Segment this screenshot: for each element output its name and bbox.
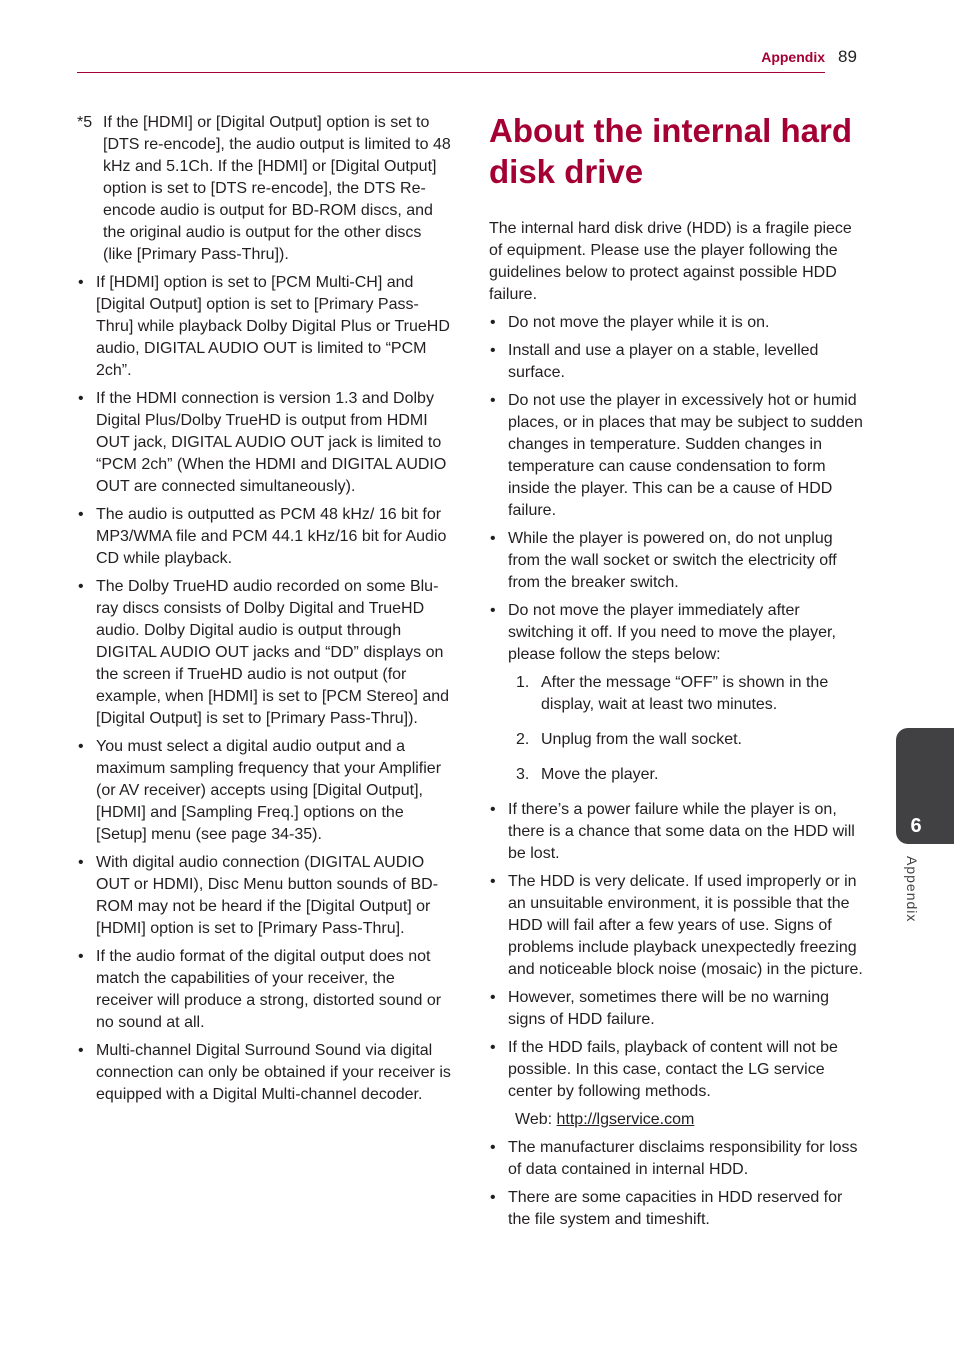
list-item: • If there’s a power failure while the player is on, there is a chance that some data on the HDD will be lost. — [489, 799, 867, 865]
step-number: 1. — [516, 674, 530, 691]
web-label: Web: — [515, 1111, 553, 1128]
header-divider — [77, 72, 825, 73]
right-column — [489, 218, 867, 1237]
step-item — [509, 764, 867, 786]
chapter-tab — [896, 728, 954, 844]
list-item: • Do not use the player in excessively hot or humid places, or in places that may be subject to sudden changes in temperature. Sudden changes in temperature can cause condensation to form inside the player. This can be a cause of HDD failure. — [489, 390, 867, 522]
step-text: After the message “OFF” is shown in the display, wait at least two minutes. — [541, 674, 829, 713]
list-item: • However, sometimes there will be no warning signs of HDD failure. — [489, 987, 867, 1031]
list-item: • The Dolby TrueHD audio recorded on some Blu-ray discs consists of Dolby Digital and TrueHD audio. Dolby Digital audio is output through DIGITAL AUDIO OUT jacks and “DD” displays on the screen if TrueHD audio is not output (for example, when [HDMI] is set to [PCM Stereo] and [Digital Output] is set to [Primary Pass-Thru]). — [77, 576, 455, 730]
steps-list — [509, 672, 867, 786]
list-item: • The audio is outputted as PCM 48 kHz/ 16 bit for MP3/WMA file and PCM 44.1 kHz/16 bit for Audio CD while playback. — [77, 504, 455, 570]
list-item: • Multi-channel Digital Surround Sound via digital connection can only be obtained if your receiver is equipped with a Digital Multi-channel decoder. — [77, 1040, 455, 1106]
list-item: • The manufacturer disclaims responsibility for loss of data contained in internal HDD. — [489, 1137, 867, 1181]
list-item: • If [HDMI] option is set to [PCM Multi-CH] and [Digital Output] option is set to [Primary Pass-Thru] while playback Dolby Digital Plus or TrueHD audio, DIGITAL AUDIO OUT is limited to “PCM 2ch”. — [77, 272, 455, 382]
section-title: About the internal hard disk drive — [489, 112, 852, 190]
list-item: • Install and use a player on a stable, levelled surface. — [489, 340, 867, 384]
intro-paragraph: The internal hard disk drive (HDD) is a fragile piece of equipment. Please use the player following the guidelines below to protect against possible HDD failure. — [489, 220, 852, 303]
chapter-number: 6 — [910, 815, 922, 837]
list-item: • With digital audio connection (DIGITAL AUDIO OUT or HDMI), Disc Menu button sounds of BD-ROM may not be heard if the [Digital Output] or [HDMI] option is set to [Primary Pass-Thru]. — [77, 852, 455, 940]
list-item: • While the player is powered on, do not unplug from the wall socket or switch the electricity off from the breaker switch. — [489, 528, 867, 594]
footnote-marker: *5 — [77, 114, 93, 131]
list-item: • Do not move the player while it is on. — [489, 312, 867, 334]
list-item: • Do not move the player immediately after switching it off. If you need to move the player, please follow the steps below: — [489, 600, 867, 666]
step-number: 2. — [516, 731, 530, 748]
page-number: 89 — [838, 47, 857, 66]
list-item: • If the audio format of the digital output does not match the capabilities of your receiver, the receiver will produce a strong, distorted sound or no sound at all. — [77, 946, 455, 1034]
chapter-label: Appendix — [904, 856, 920, 923]
web-contact — [489, 1109, 867, 1131]
step-number: 3. — [516, 766, 530, 783]
service-link[interactable]: http://lgservice.com — [556, 1111, 695, 1128]
header-section-label: Appendix — [761, 49, 825, 65]
step-text: Unplug from the wall socket. — [541, 731, 742, 748]
footnote-5 — [77, 112, 455, 266]
footnote-text: If the [HDMI] or [Digital Output] option is set to [DTS re-encode], the audio output is limited to 48 kHz and 5.1Ch. If the [HDMI] or [Digital Output] option is set to [DTS re-encode], the DTS Re-encode audio is output for BD-ROM discs, and the original audio is output for the other discs (like [Primary Pass-Thru]). — [103, 114, 451, 263]
left-column — [77, 112, 455, 1112]
step-item — [509, 672, 867, 716]
list-item: • You must select a digital audio output and a maximum sampling frequency that your Amplifier (or AV receiver) accepts using [Digital Output], [HDMI] and [Sampling Freq.] options on the [Setup] menu (see page 34-35). — [77, 736, 455, 846]
list-item: • If the HDD fails, playback of content will not be possible. In this case, contact the LG service center by following methods. — [489, 1037, 867, 1103]
step-item — [509, 729, 867, 751]
list-item: • There are some capacities in HDD reserved for the file system and timeshift. — [489, 1187, 867, 1231]
list-item: • If the HDMI connection is version 1.3 and Dolby Digital Plus/Dolby TrueHD is output from HDMI OUT jack, DIGITAL AUDIO OUT jack is limited to “PCM 2ch” (When the HDMI and DIGITAL AUDIO OUT are connected simultaneously). — [77, 388, 455, 498]
step-text: Move the player. — [541, 766, 659, 783]
list-item: • The HDD is very delicate. If used improperly or in an unsuitable environment, it is possible that the HDD will fail after a few years of use. Signs of problems include playback unexpectedly freezing and noticeable block noise (mosaic) in the picture. — [489, 871, 867, 981]
